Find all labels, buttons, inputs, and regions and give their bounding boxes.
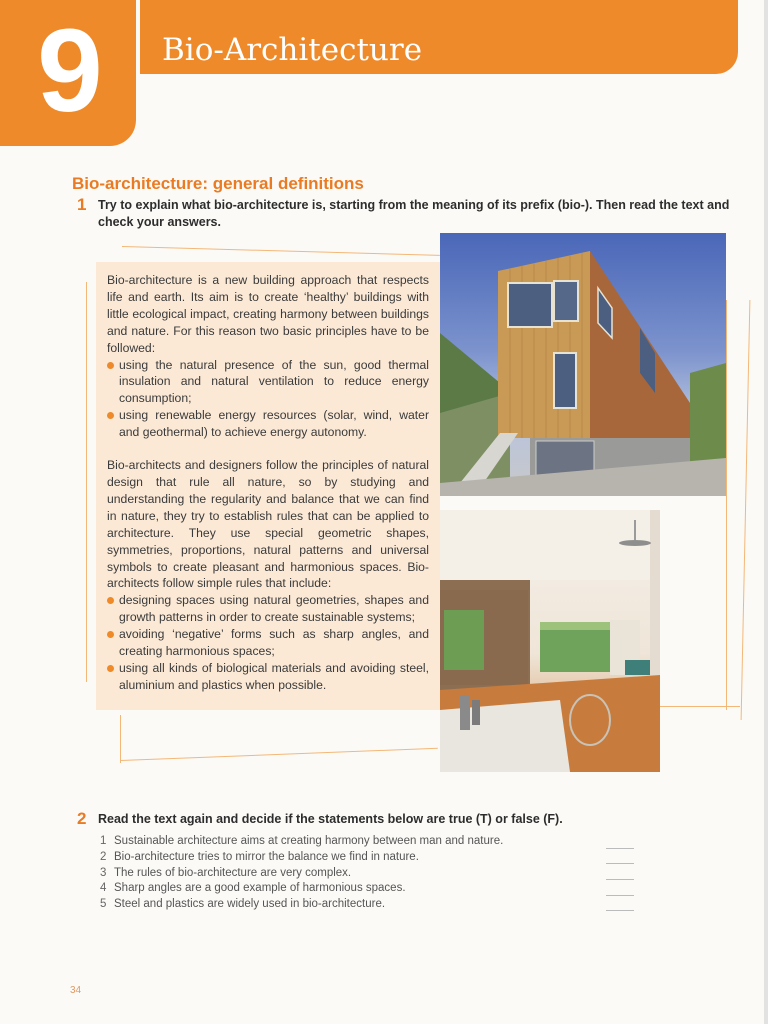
- frame-line-top: [122, 246, 440, 256]
- frame-line-left: [86, 282, 87, 682]
- chapter-number-box: [0, 0, 136, 146]
- reading-paragraph-1: Bio-architecture is a new building approach that respects life and earth. Its aim is to create ‘healthy’ buildings with little ecological impact, creating harmony between buildings and nature. For this reason two basic principles have to be followed:: [107, 273, 429, 355]
- bullet-dot-icon: [107, 631, 114, 638]
- reading-bullet: using renewable energy resources (solar, wind, water and geothermal) to achieve energy autonomy.: [107, 407, 429, 441]
- answer-line[interactable]: [606, 879, 634, 880]
- bullet-dot-icon: [107, 597, 114, 604]
- chapter-number: 9: [37, 5, 99, 137]
- statement-2: 2 Bio-architecture tries to mirror the balance we find in nature.: [100, 851, 419, 863]
- reading-bullet: designing spaces using natural geometries, shapes and growth patterns in order to create sustainable systems;: [107, 592, 429, 626]
- frame-line-left-bottom: [120, 715, 121, 763]
- section-title: Bio-architecture: general definitions: [72, 174, 364, 193]
- statement-3: 3 The rules of bio-architecture are very complex.: [100, 867, 352, 879]
- exercise-1-number: 1: [77, 195, 87, 214]
- answer-line[interactable]: [606, 848, 634, 849]
- page-edge: [764, 0, 768, 1024]
- reading-bullet: avoiding ‘negative’ forms such as sharp angles, and creating harmonious spaces;: [107, 626, 429, 660]
- frame-line-bottom: [120, 748, 438, 761]
- chapter-title: Bio-Architecture: [162, 32, 423, 68]
- answer-line[interactable]: [606, 863, 634, 864]
- frame-line-right-outer: [741, 300, 751, 720]
- reading-text: [107, 272, 429, 694]
- exercise-2-number: 2: [77, 809, 87, 828]
- exercise-2-instruction: Read the text again and decide if the statements below are true (T) or false (F).: [98, 812, 563, 826]
- house-interior-photo: [440, 510, 660, 772]
- frame-line-right-bottom: [660, 706, 740, 707]
- house-exterior-photo: [440, 233, 726, 496]
- reading-bullet: using all kinds of biological materials and avoiding steel, aluminium and plastics when possible.: [107, 660, 429, 694]
- answer-line[interactable]: [606, 895, 634, 896]
- frame-line-right: [726, 300, 727, 710]
- statement-5: 5 Steel and plastics are widely used in bio-architecture.: [100, 898, 386, 910]
- reading-paragraph-2: Bio-architects and designers follow the principles of natural design that rule all nature, so by studying and understanding the regularity and balance that we can find in nature, they try to establish rules that can be applied to architecture. They use special geometric shapes, symmetries, proportions, natural patterns and universal symbols to create pleasant and harmonious spaces. Bio-architects follow simple rules that include:: [107, 458, 429, 591]
- answer-line[interactable]: [606, 910, 634, 911]
- statement-4: 4 Sharp angles are a good example of harmonious spaces.: [100, 882, 406, 894]
- exercise-1-instruction: Try to explain what bio-architecture is, starting from the meaning of its prefix (bio-). Then read the text and check your answers.: [98, 198, 730, 229]
- bullet-dot-icon: [107, 412, 114, 419]
- statement-1: 1 Sustainable architecture aims at creating harmony between man and nature.: [100, 835, 504, 847]
- bullet-dot-icon: [107, 665, 114, 672]
- page-number: 34: [70, 985, 82, 996]
- bullet-dot-icon: [107, 362, 114, 369]
- reading-bullet: using the natural presence of the sun, good thermal insulation and natural ventilation to reduce energy consumption;: [107, 357, 429, 408]
